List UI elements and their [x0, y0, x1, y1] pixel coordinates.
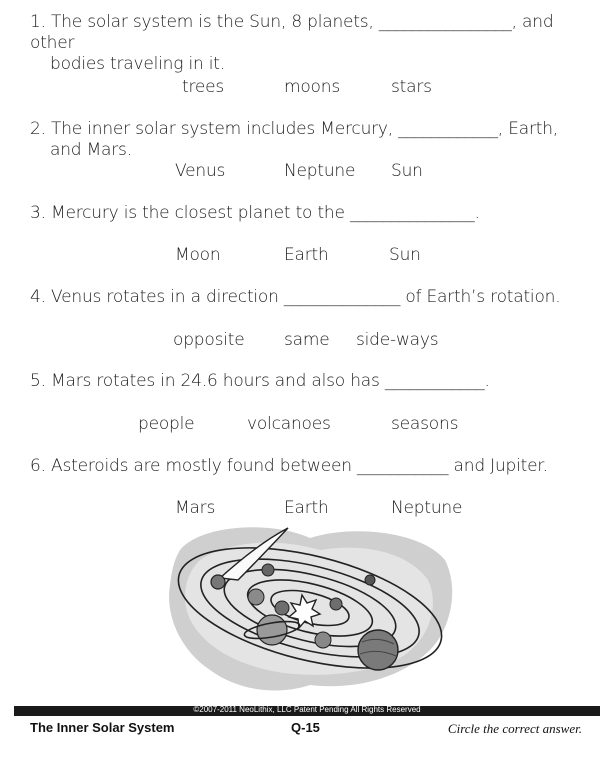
- question-4-option-same[interactable]: same: [284, 330, 330, 350]
- question-3-option-earth[interactable]: Earth: [284, 245, 329, 265]
- solar-system-illustration: [160, 520, 460, 700]
- question-6: [30, 456, 590, 477]
- question-5-option-people[interactable]: people: [138, 414, 195, 434]
- question-3-option-sun[interactable]: Sun: [389, 245, 421, 265]
- question-5-line-1: 5. Mars rotates in 24.6 hours and also has ____________.: [30, 371, 490, 391]
- page-number: Q-15: [291, 720, 320, 735]
- question-5: [30, 371, 590, 392]
- question-2-line-2: and Mars.: [50, 140, 132, 160]
- question-6-option-earth[interactable]: Earth: [284, 498, 329, 518]
- instruction-text: Circle the correct answer.: [447, 721, 582, 736]
- question-4: [30, 287, 590, 308]
- question-6-option-mars[interactable]: Mars: [175, 498, 216, 518]
- question-4-line-1: 4. Venus rotates in a direction ______________ of Earth’s rotation.: [30, 287, 561, 307]
- question-6-option-neptune[interactable]: Neptune: [391, 498, 463, 518]
- question-1-option-trees[interactable]: trees: [182, 77, 225, 97]
- copyright-bar: [14, 706, 600, 716]
- worksheet-title: The Inner Solar System: [30, 720, 175, 735]
- question-1-option-moons[interactable]: moons: [284, 77, 340, 97]
- question-5-option-seasons[interactable]: seasons: [391, 414, 459, 434]
- question-2-line-1: 2. The inner solar system includes Mercury, ____________, Earth,: [30, 119, 558, 139]
- question-1: [30, 12, 590, 75]
- question-1-option-stars[interactable]: stars: [391, 77, 432, 97]
- question-4-option-opposite[interactable]: opposite: [173, 330, 245, 350]
- question-2-option-neptune[interactable]: Neptune: [284, 161, 356, 181]
- question-6-line-1: 6. Asteroids are mostly found between ___________ and Jupiter.: [30, 456, 548, 476]
- question-1-line-2: bodies traveling in it.: [50, 54, 225, 74]
- question-2-option-sun[interactable]: Sun: [391, 161, 423, 181]
- question-2-option-venus[interactable]: Venus: [175, 161, 226, 181]
- question-3-line-1: 3. Mercury is the closest planet to the _______________.: [30, 203, 480, 223]
- question-2: [30, 119, 590, 161]
- question-1-line-1: 1. The solar system is the Sun, 8 planets, ________________, and other: [30, 12, 554, 53]
- copyright-text: ©2007-2011 NeoLithix, LLC Patent Pending All Rights Reserved: [193, 705, 421, 714]
- question-3-option-moon[interactable]: Moon: [175, 245, 221, 265]
- question-4-option-side-ways[interactable]: side-ways: [356, 330, 439, 350]
- question-3: [30, 203, 590, 224]
- question-5-option-volcanoes[interactable]: volcanoes: [247, 414, 331, 434]
